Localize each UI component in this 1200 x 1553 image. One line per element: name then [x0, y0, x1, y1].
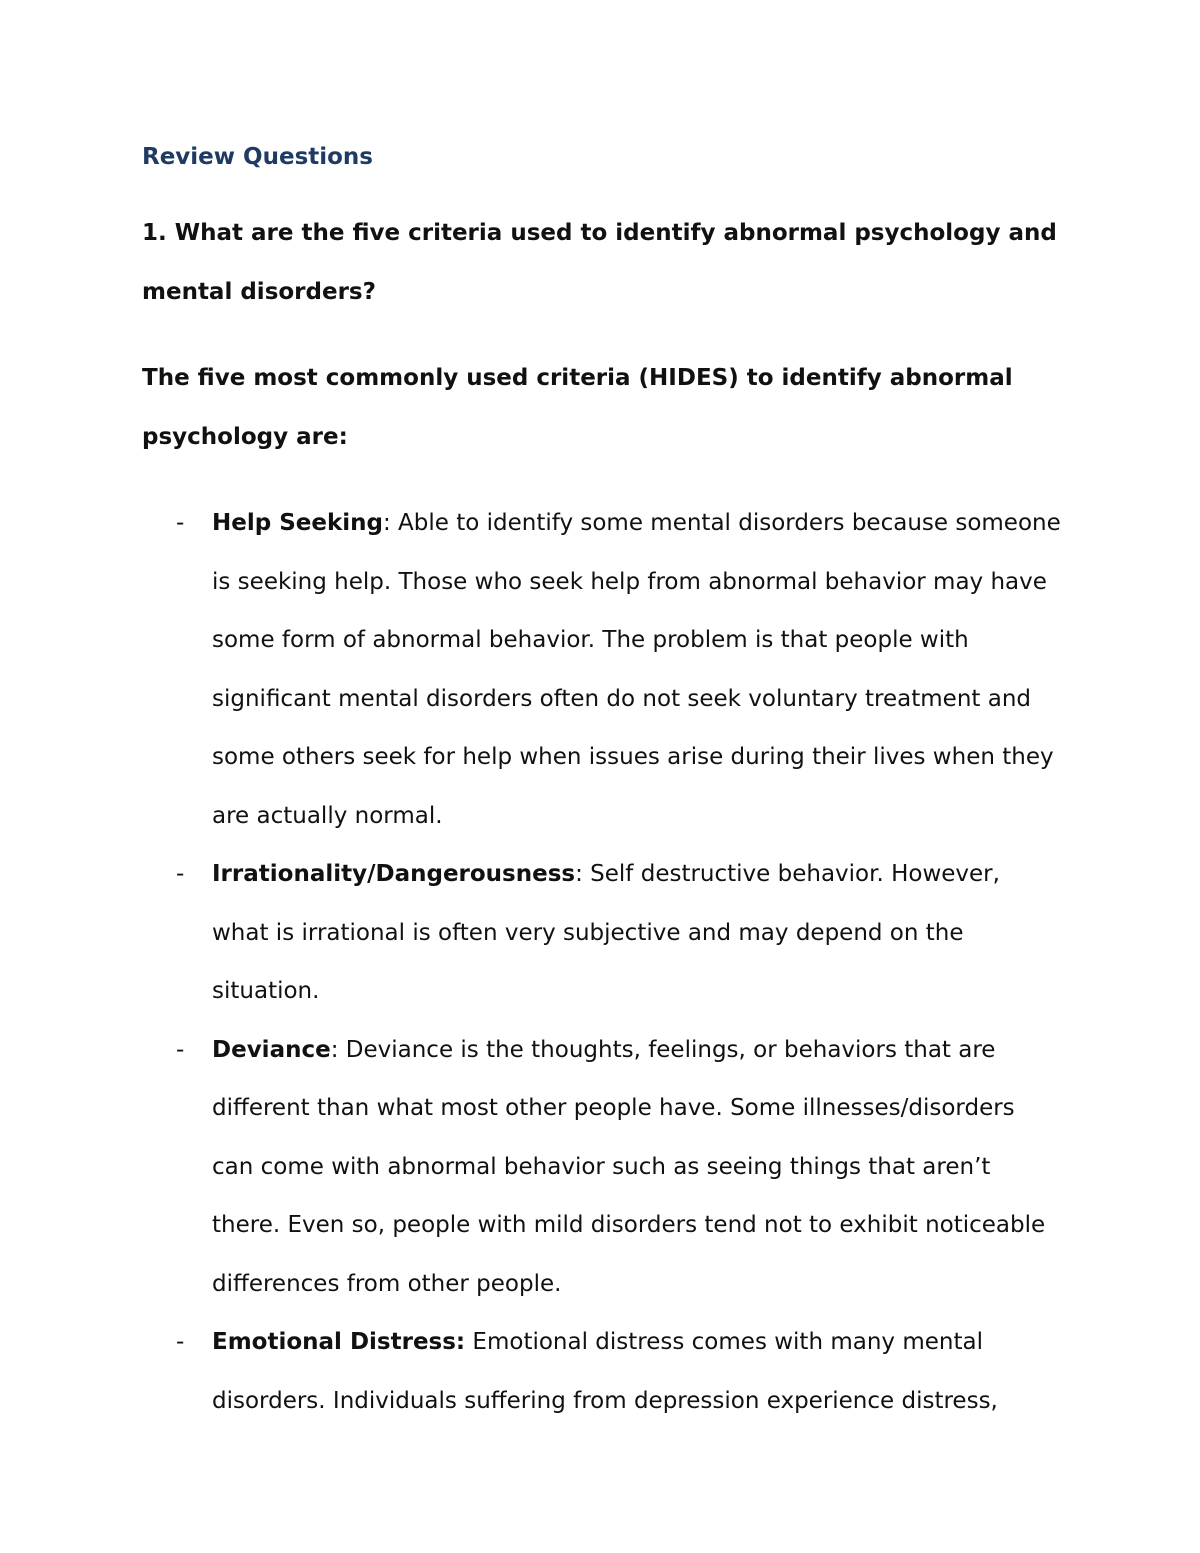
criterion-irrationality: [142, 845, 1062, 1021]
answer-intro: The five most commonly used criteria (HIDES) to identify abnormal psychology are:: [142, 365, 1013, 450]
criterion-separator: :: [382, 510, 391, 536]
criterion-emotional-distress: [142, 1313, 1062, 1430]
list-dash: -: [176, 510, 185, 536]
document-page: [142, 138, 1062, 1430]
criteria-list: [142, 494, 1062, 1430]
criterion-description: Able to identify some mental disorders because someone is seeking help. Those who seek help from abnormal behavior may have some form of abnormal behavior. The problem is that people with significant mental disorders often do not seek voluntary treatment and some others seek for help when issues arise during their lives when they are actually normal.: [212, 510, 1061, 829]
criterion-term: Deviance: [212, 1036, 331, 1063]
criterion-help-seeking: [142, 494, 1062, 845]
list-dash: -: [176, 861, 185, 887]
criterion-deviance: [142, 1021, 1062, 1314]
criterion-term: Irrationality/Dangerousness: [212, 861, 576, 887]
list-dash: -: [176, 1329, 185, 1355]
criterion-description: Emotional distress comes with many mental disorders. Individuals suffering from depression experience distress,: [212, 1329, 998, 1414]
review-question: 1. What are the five criteria used to identify abnormal psychology and mental disorders?: [142, 220, 1057, 305]
criterion-term: Emotional Distress:: [212, 1329, 466, 1355]
criterion-description: Self destructive behavior. However, what is irrational is often very subjective and may depend on the situation.: [212, 861, 1000, 1004]
criterion-term: Help Seeking: [212, 510, 383, 536]
list-dash: -: [176, 1036, 185, 1063]
criterion-separator: :: [575, 861, 583, 887]
section-heading: Review Questions: [142, 144, 373, 170]
criterion-separator: :: [330, 1036, 339, 1063]
criterion-description: Deviance is the thoughts, feelings, or behaviors that are different than what most other people have. Some illnesses/disorders can come with abnormal behavior such as seeing things that aren’t there. Even so, people with mild disorders tend not to exhibit noticeable differences from other people.: [212, 1036, 1046, 1297]
